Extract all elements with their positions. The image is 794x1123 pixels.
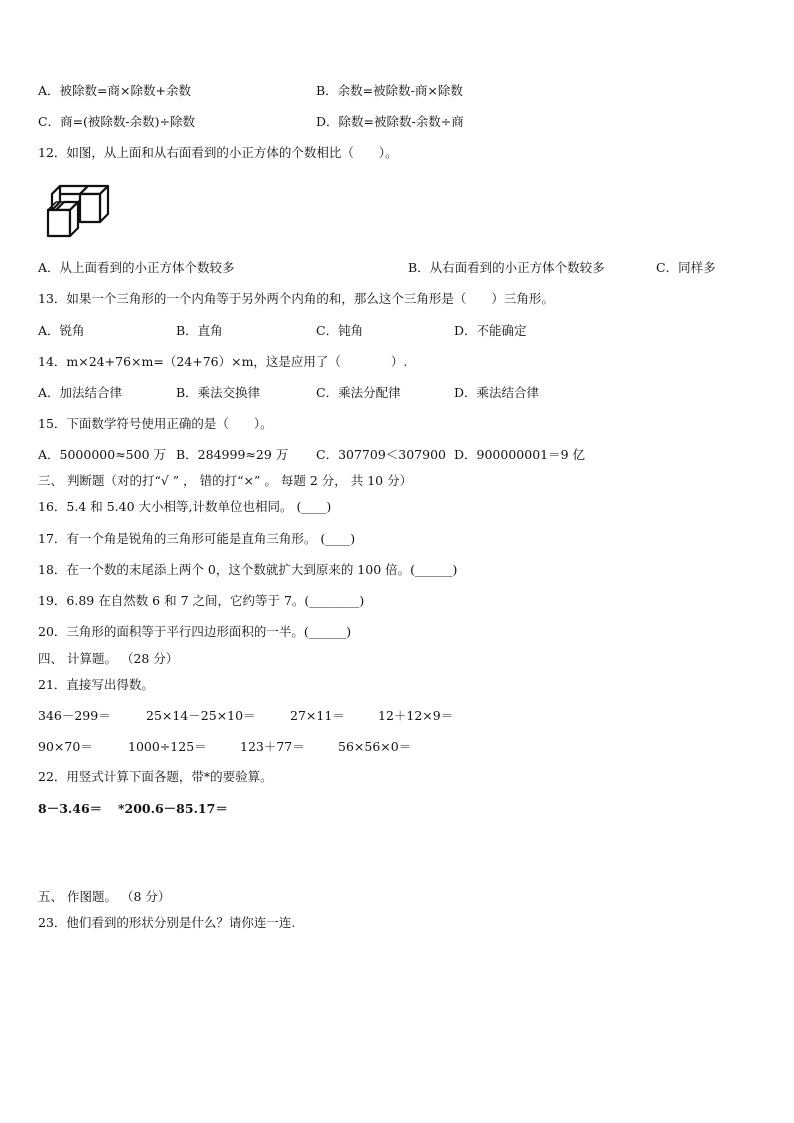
- q23-stem: 23．他们看到的形状分别是什么？请你连一连.: [38, 915, 296, 930]
- q21-stem: 21．直接写出得数。: [38, 677, 154, 692]
- q14-option-a: A．加法结合律: [38, 385, 123, 400]
- q13-option-c: C．钝角: [316, 323, 364, 338]
- q21-expr: 123＋77＝: [240, 739, 305, 754]
- q18-text: 18．在一个数的末尾添上两个 0，这个数就扩大到原来的 100 倍。(______): [38, 562, 458, 577]
- q15-option-d: D．900000001＝9 亿: [454, 447, 586, 462]
- q22-expr-1: 8－3.46＝: [38, 801, 103, 816]
- q13-option-b: B．直角: [176, 323, 223, 338]
- q15-option-a: A．5000000≈500 万: [38, 447, 167, 462]
- q21-expr: 346－299＝: [38, 708, 111, 723]
- q22-expr-2: *200.6－85.17＝: [118, 801, 228, 816]
- q11-option-d: D．除数=被除数-余数÷商: [316, 114, 464, 129]
- q22-stem: 22．用竖式计算下面各题，带*的要验算。: [38, 769, 273, 784]
- section-5-heading: 五、 作图题。 （8 分）: [38, 889, 171, 904]
- q21-expr: 27×11＝: [290, 708, 345, 723]
- q13-option-d: D．不能确定: [454, 323, 527, 338]
- q14-stem: 14．m×24+76×m=（24+76）×m，这是应用了（ ）.: [38, 354, 408, 369]
- cube-stack-figure: [44, 182, 114, 242]
- q19-text: 19．6.89 在自然数 6 和 7 之间，它约等于 7。(________): [38, 593, 365, 608]
- q15-option-b: B．284999≈29 万: [176, 447, 289, 462]
- q21-expr: 25×14－25×10＝: [146, 708, 256, 723]
- q17-text: 17．有一个角是锐角的三角形可能是直角三角形。 (____): [38, 531, 356, 546]
- q12-option-a: A．从上面看到的小正方体个数较多: [38, 260, 235, 275]
- q11-option-c: C．商=(被除数-余数)÷除数: [38, 114, 195, 129]
- section-4-heading: 四、 计算题。 （28 分）: [38, 651, 179, 666]
- q14-option-b: B．乘法交换律: [176, 385, 261, 400]
- q12-stem: 12．如图，从上面和从右面看到的小正方体的个数相比（ ）。: [38, 145, 398, 160]
- q14-option-c: C．乘法分配律: [316, 385, 401, 400]
- q12-option-c: C．同样多: [656, 260, 716, 275]
- q21-expr: 12＋12×9＝: [378, 708, 454, 723]
- q14-option-d: D．乘法结合律: [454, 385, 540, 400]
- q21-expr: 90×70＝: [38, 739, 93, 754]
- q21-expr: 56×56×0＝: [338, 739, 412, 754]
- q11-option-b: B．余数=被除数-商×除数: [316, 83, 463, 98]
- q15-option-c: C．307709＜307900: [316, 447, 446, 462]
- q15-stem: 15．下面数学符号使用正确的是（ ）。: [38, 416, 273, 431]
- q16-text: 16．5.4 和 5.40 大小相等,计数单位也相同。 (____): [38, 499, 332, 514]
- q13-stem: 13．如果一个三角形的一个内角等于另外两个内角的和，那么这个三角形是（ ）三角形。: [38, 291, 554, 306]
- q13-option-a: A．锐角: [38, 323, 85, 338]
- q21-expr: 1000÷125＝: [128, 739, 207, 754]
- q12-option-b: B．从右面看到的小正方体个数较多: [408, 260, 605, 275]
- section-3-heading: 三、 判断题（对的打“√ ” ， 错的打“×” 。 每题 2 分， 共 10 分）: [38, 473, 413, 488]
- q11-option-a: A．被除数=商×除数+余数: [38, 83, 191, 98]
- q20-text: 20．三角形的面积等于平行四边形面积的一半。(______): [38, 624, 352, 639]
